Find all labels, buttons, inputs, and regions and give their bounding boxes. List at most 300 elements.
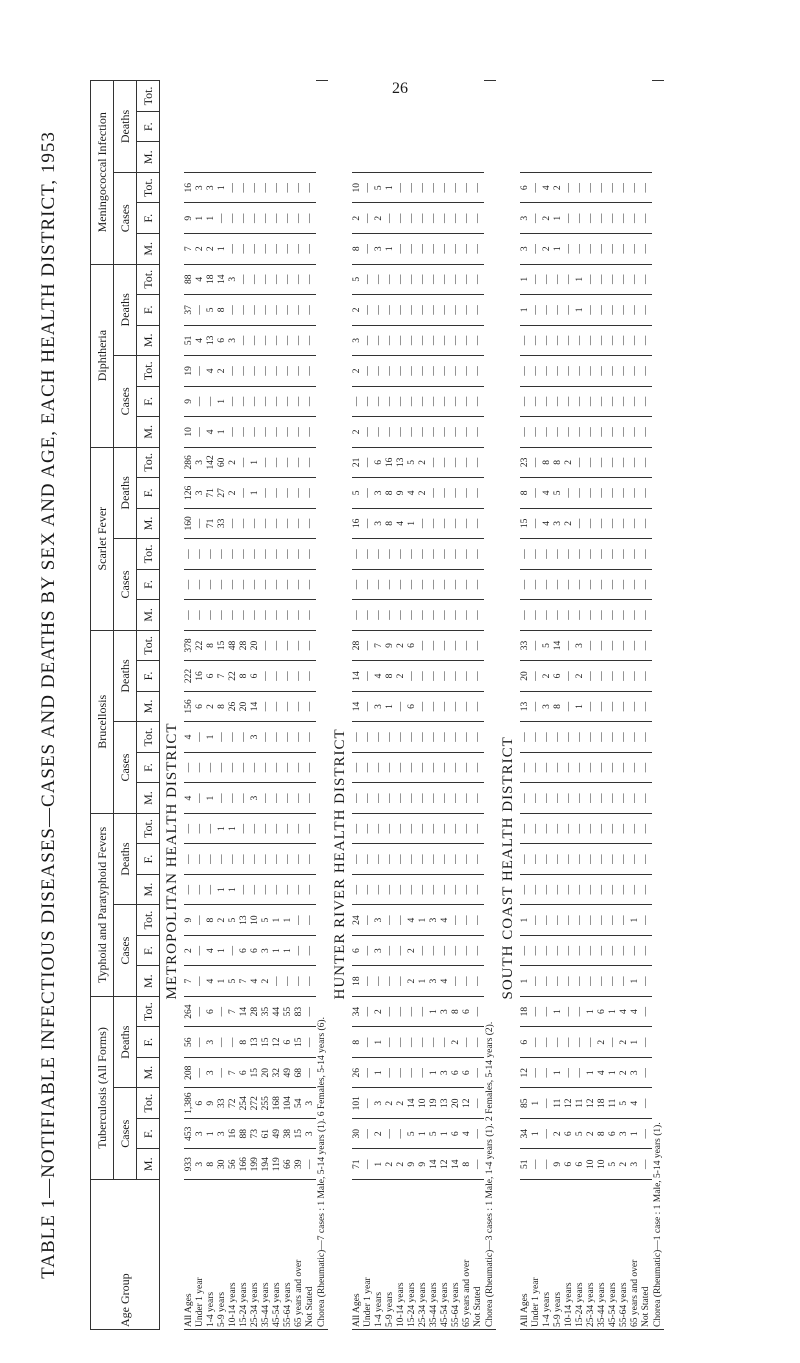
- value-cell: —: [374, 295, 385, 326]
- value-cell: 1: [374, 1057, 385, 1088]
- value-cell: 1: [586, 996, 597, 1027]
- table-row: [272, 81, 283, 1330]
- value-cell: —: [564, 264, 575, 295]
- value-cell: —: [272, 172, 283, 203]
- value-cell: —: [418, 630, 429, 661]
- value-cell: 8: [217, 691, 228, 722]
- value-cell: —: [451, 234, 462, 265]
- value-cell: —: [564, 356, 575, 387]
- value-cell: —: [630, 234, 641, 265]
- value-cell: —: [418, 783, 429, 814]
- value-cell: —: [217, 752, 228, 783]
- value-cell: —: [206, 600, 217, 631]
- value-cell: 14: [250, 691, 261, 722]
- value-cell: —: [374, 264, 385, 295]
- value-cell: —: [418, 569, 429, 600]
- value-cell: 14: [352, 661, 363, 692]
- value-cell: —: [305, 996, 316, 1027]
- value-cell: 4: [440, 966, 451, 997]
- value-cell: 56: [184, 1027, 195, 1058]
- value-cell: —: [542, 356, 553, 387]
- value-cell: —: [305, 447, 316, 478]
- value-cell: —: [429, 356, 440, 387]
- value-cell: —: [396, 539, 407, 570]
- value-cell: —: [586, 783, 597, 814]
- value-cell: 9: [418, 1149, 429, 1180]
- value-cell: 6: [217, 325, 228, 356]
- value-cell: —: [294, 966, 305, 997]
- value-cell: —: [396, 172, 407, 203]
- value-cell: 194: [261, 1149, 272, 1180]
- value-cell: —: [531, 234, 542, 265]
- value-cell: 2: [553, 172, 564, 203]
- value-cell: 4: [630, 996, 641, 1027]
- value-cell: —: [597, 172, 608, 203]
- value-cell: —: [630, 722, 641, 753]
- value-cell: —: [294, 417, 305, 448]
- value-cell: —: [553, 783, 564, 814]
- value-cell: —: [374, 539, 385, 570]
- value-cell: —: [294, 722, 305, 753]
- value-cell: 2: [374, 1118, 385, 1149]
- cases-header: Cases: [114, 356, 137, 448]
- value-cell: 286: [184, 447, 195, 478]
- value-cell: —: [440, 508, 451, 539]
- value-cell: 3: [195, 1149, 206, 1180]
- age-group-cell: 5-9 years: [553, 1180, 564, 1330]
- value-cell: —: [294, 203, 305, 234]
- disease-header: Diphtheria: [91, 264, 114, 447]
- value-cell: —: [250, 569, 261, 600]
- value-cell: —: [363, 844, 374, 875]
- value-cell: —: [473, 752, 484, 783]
- value-cell: 35: [261, 996, 272, 1027]
- age-group-cell: All Ages: [184, 1180, 195, 1330]
- value-cell: —: [396, 600, 407, 631]
- value-cell: —: [228, 172, 239, 203]
- m-header: M.: [137, 508, 160, 539]
- value-cell: 8: [206, 1149, 217, 1180]
- value-cell: 3: [630, 1149, 641, 1180]
- value-cell: 68: [294, 1057, 305, 1088]
- value-cell: —: [586, 569, 597, 600]
- value-cell: —: [261, 661, 272, 692]
- value-cell: 1: [217, 935, 228, 966]
- value-cell: —: [385, 1057, 396, 1088]
- value-cell: 1: [575, 295, 586, 326]
- value-cell: —: [305, 935, 316, 966]
- value-cell: —: [542, 783, 553, 814]
- value-cell: —: [239, 783, 250, 814]
- value-cell: 20: [250, 630, 261, 661]
- value-cell: —: [239, 508, 250, 539]
- value-cell: —: [542, 1088, 553, 1119]
- value-cell: 3: [440, 1057, 451, 1088]
- value-cell: 7: [239, 966, 250, 997]
- value-cell: 254: [239, 1088, 250, 1119]
- value-cell: —: [597, 600, 608, 631]
- value-cell: —: [228, 203, 239, 234]
- value-cell: 1: [429, 1057, 440, 1088]
- value-cell: —: [261, 417, 272, 448]
- value-cell: —: [462, 813, 473, 844]
- value-cell: —: [228, 844, 239, 875]
- value-cell: —: [239, 417, 250, 448]
- value-cell: —: [462, 264, 473, 295]
- value-cell: 18: [352, 966, 363, 997]
- value-cell: —: [385, 935, 396, 966]
- value-cell: 2: [564, 508, 575, 539]
- value-cell: —: [586, 203, 597, 234]
- value-cell: —: [418, 600, 429, 631]
- value-cell: —: [641, 661, 652, 692]
- value-cell: —: [385, 722, 396, 753]
- value-cell: 101: [352, 1088, 363, 1119]
- value-cell: 33: [520, 630, 531, 661]
- value-cell: —: [575, 539, 586, 570]
- value-cell: 2: [542, 234, 553, 265]
- value-cell: —: [440, 539, 451, 570]
- value-cell: —: [462, 417, 473, 448]
- value-cell: —: [619, 844, 630, 875]
- value-cell: —: [586, 386, 597, 417]
- value-cell: —: [473, 630, 484, 661]
- value-cell: —: [597, 447, 608, 478]
- value-cell: —: [261, 264, 272, 295]
- value-cell: 7: [184, 234, 195, 265]
- value-cell: 2: [575, 661, 586, 692]
- value-cell: —: [363, 172, 374, 203]
- value-cell: —: [272, 539, 283, 570]
- value-cell: —: [473, 874, 484, 905]
- deaths-header: Deaths: [114, 81, 137, 173]
- value-cell: —: [261, 478, 272, 509]
- age-group-cell: All Ages: [352, 1180, 363, 1330]
- table-row: [184, 81, 195, 1330]
- value-cell: —: [374, 569, 385, 600]
- value-cell: —: [429, 234, 440, 265]
- value-cell: —: [272, 508, 283, 539]
- value-cell: 2: [396, 1088, 407, 1119]
- value-cell: —: [239, 356, 250, 387]
- value-cell: —: [630, 295, 641, 326]
- age-group-cell: 45-54 years: [272, 1180, 283, 1330]
- value-cell: —: [440, 569, 451, 600]
- value-cell: 4: [374, 661, 385, 692]
- tot-header: Tot.: [137, 264, 160, 295]
- age-group-cell: Under 1 year: [195, 1180, 206, 1330]
- value-cell: —: [564, 630, 575, 661]
- value-cell: —: [407, 569, 418, 600]
- section-heading: METROPOLITAN HEALTH DISTRICT: [163, 722, 180, 1000]
- value-cell: —: [195, 996, 206, 1027]
- value-cell: —: [473, 600, 484, 631]
- value-cell: —: [542, 1057, 553, 1088]
- value-cell: 12: [586, 1088, 597, 1119]
- age-group-header: Age Group: [91, 1180, 160, 1330]
- value-cell: —: [641, 569, 652, 600]
- value-cell: 7: [374, 630, 385, 661]
- value-cell: 12: [272, 1027, 283, 1058]
- value-cell: 27: [217, 478, 228, 509]
- age-group-cell: 10-14 years: [564, 1180, 575, 1330]
- value-cell: —: [239, 234, 250, 265]
- value-cell: 6: [206, 661, 217, 692]
- value-cell: —: [451, 539, 462, 570]
- value-cell: —: [272, 630, 283, 661]
- value-cell: —: [473, 325, 484, 356]
- value-cell: —: [363, 569, 374, 600]
- value-cell: —: [473, 569, 484, 600]
- value-cell: 2: [352, 417, 363, 448]
- value-cell: —: [575, 172, 586, 203]
- age-group-cell: 65 years and over: [294, 1180, 305, 1330]
- value-cell: —: [630, 325, 641, 356]
- value-cell: 1: [520, 966, 531, 997]
- value-cell: —: [608, 813, 619, 844]
- value-cell: —: [418, 172, 429, 203]
- value-cell: 4: [184, 722, 195, 753]
- value-cell: 14: [239, 996, 250, 1027]
- value-cell: —: [564, 844, 575, 875]
- value-cell: 2: [396, 630, 407, 661]
- value-cell: —: [630, 172, 641, 203]
- value-cell: 8: [239, 661, 250, 692]
- value-cell: —: [553, 905, 564, 936]
- value-cell: 13: [250, 1027, 261, 1058]
- value-cell: —: [440, 234, 451, 265]
- value-cell: —: [195, 966, 206, 997]
- value-cell: —: [630, 356, 641, 387]
- tot-header: Tot.: [137, 539, 160, 570]
- value-cell: 14: [352, 691, 363, 722]
- value-cell: —: [195, 783, 206, 814]
- value-cell: —: [363, 1088, 374, 1119]
- value-cell: —: [418, 356, 429, 387]
- value-cell: —: [363, 508, 374, 539]
- value-cell: 10: [597, 1149, 608, 1180]
- value-cell: 24: [352, 905, 363, 936]
- value-cell: 1: [374, 1149, 385, 1180]
- value-cell: —: [195, 569, 206, 600]
- value-cell: —: [261, 295, 272, 326]
- value-cell: 55: [283, 996, 294, 1027]
- value-cell: 2: [228, 447, 239, 478]
- value-cell: —: [217, 996, 228, 1027]
- value-cell: —: [608, 478, 619, 509]
- value-cell: —: [195, 295, 206, 326]
- value-cell: —: [250, 539, 261, 570]
- value-cell: —: [619, 447, 630, 478]
- value-cell: —: [586, 691, 597, 722]
- value-cell: 5: [228, 966, 239, 997]
- value-cell: —: [440, 478, 451, 509]
- value-cell: —: [564, 1027, 575, 1058]
- value-cell: —: [619, 874, 630, 905]
- value-cell: —: [374, 783, 385, 814]
- value-cell: —: [608, 295, 619, 326]
- value-cell: 2: [586, 1118, 597, 1149]
- value-cell: —: [641, 600, 652, 631]
- value-cell: —: [619, 905, 630, 936]
- value-cell: —: [429, 1027, 440, 1058]
- value-cell: —: [462, 752, 473, 783]
- value-cell: —: [239, 539, 250, 570]
- value-cell: —: [250, 386, 261, 417]
- value-cell: —: [597, 783, 608, 814]
- value-cell: —: [283, 874, 294, 905]
- value-cell: 26: [352, 1057, 363, 1088]
- value-cell: —: [440, 661, 451, 692]
- value-cell: 19: [429, 1088, 440, 1119]
- value-cell: —: [418, 1057, 429, 1088]
- disease-header: Tuberculosis (All Forms): [91, 996, 114, 1179]
- value-cell: 1: [520, 264, 531, 295]
- value-cell: 8: [385, 478, 396, 509]
- value-cell: —: [564, 966, 575, 997]
- value-cell: —: [418, 325, 429, 356]
- table-title: TABLE 1—NOTIFIABLE INFECTIOUS DISEASES—CASES AND DEATHS BY SEX AND AGE, EACH HEALTH DISTRICT, 1953: [38, 131, 59, 1279]
- value-cell: —: [429, 417, 440, 448]
- value-cell: 3: [440, 996, 451, 1027]
- value-cell: —: [407, 539, 418, 570]
- value-cell: —: [352, 569, 363, 600]
- value-cell: —: [520, 569, 531, 600]
- value-cell: 44: [272, 996, 283, 1027]
- value-cell: 166: [239, 1149, 250, 1180]
- value-cell: —: [239, 203, 250, 234]
- value-cell: —: [440, 295, 451, 326]
- value-cell: 9: [206, 1088, 217, 1119]
- value-cell: —: [619, 691, 630, 722]
- value-cell: —: [385, 783, 396, 814]
- value-cell: —: [462, 966, 473, 997]
- value-cell: 6: [283, 1027, 294, 1058]
- value-cell: 1: [250, 447, 261, 478]
- value-cell: 3: [228, 325, 239, 356]
- value-cell: —: [451, 905, 462, 936]
- value-cell: —: [294, 447, 305, 478]
- value-cell: 88: [239, 1118, 250, 1149]
- value-cell: —: [531, 203, 542, 234]
- value-cell: —: [429, 813, 440, 844]
- value-cell: 8: [385, 508, 396, 539]
- value-cell: —: [374, 966, 385, 997]
- table-row: [294, 81, 305, 1330]
- value-cell: 12: [440, 1149, 451, 1180]
- value-cell: —: [206, 813, 217, 844]
- value-cell: —: [385, 417, 396, 448]
- value-cell: —: [261, 386, 272, 417]
- value-cell: —: [564, 478, 575, 509]
- value-cell: —: [531, 600, 542, 631]
- value-cell: 11: [553, 1088, 564, 1119]
- f-header: F.: [137, 935, 160, 966]
- value-cell: —: [597, 569, 608, 600]
- age-group-cell: 10-14 years: [396, 1180, 407, 1330]
- value-cell: —: [641, 1118, 652, 1149]
- value-cell: —: [239, 752, 250, 783]
- value-cell: 20: [261, 1057, 272, 1088]
- value-cell: —: [228, 356, 239, 387]
- value-cell: —: [473, 478, 484, 509]
- value-cell: —: [473, 783, 484, 814]
- value-cell: —: [294, 905, 305, 936]
- value-cell: —: [206, 539, 217, 570]
- value-cell: 2: [597, 1027, 608, 1058]
- value-cell: 272: [250, 1088, 261, 1119]
- value-cell: —: [184, 569, 195, 600]
- value-cell: —: [217, 1057, 228, 1088]
- value-cell: —: [440, 752, 451, 783]
- value-cell: 2: [228, 478, 239, 509]
- value-cell: —: [283, 386, 294, 417]
- value-cell: —: [363, 417, 374, 448]
- value-cell: —: [597, 752, 608, 783]
- value-cell: 4: [206, 417, 217, 448]
- value-cell: —: [294, 783, 305, 814]
- value-cell: 51: [184, 325, 195, 356]
- value-cell: —: [451, 600, 462, 631]
- value-cell: 28: [239, 630, 250, 661]
- value-cell: —: [283, 569, 294, 600]
- value-cell: —: [385, 813, 396, 844]
- value-cell: —: [473, 264, 484, 295]
- value-cell: 1: [553, 234, 564, 265]
- value-cell: 1: [283, 935, 294, 966]
- table-row: [440, 81, 451, 1330]
- value-cell: —: [440, 172, 451, 203]
- value-cell: —: [440, 813, 451, 844]
- value-cell: —: [564, 569, 575, 600]
- value-cell: —: [619, 569, 630, 600]
- value-cell: —: [542, 295, 553, 326]
- value-cell: —: [396, 874, 407, 905]
- value-cell: 19: [184, 356, 195, 387]
- age-group-cell: 45-54 years: [608, 1180, 619, 1330]
- value-cell: —: [283, 508, 294, 539]
- value-cell: —: [272, 661, 283, 692]
- value-cell: 6: [407, 691, 418, 722]
- m-header: M.: [137, 966, 160, 997]
- value-cell: —: [396, 417, 407, 448]
- value-cell: 71: [206, 478, 217, 509]
- value-cell: —: [531, 447, 542, 478]
- value-cell: —: [440, 935, 451, 966]
- value-cell: —: [407, 783, 418, 814]
- value-cell: —: [473, 1088, 484, 1119]
- value-cell: —: [418, 996, 429, 1027]
- value-cell: 8: [542, 447, 553, 478]
- value-cell: —: [575, 935, 586, 966]
- value-cell: 3: [261, 935, 272, 966]
- value-cell: —: [641, 996, 652, 1027]
- value-cell: —: [217, 722, 228, 753]
- table-row: [641, 81, 652, 1330]
- value-cell: —: [261, 874, 272, 905]
- value-cell: —: [374, 356, 385, 387]
- value-cell: 3: [195, 478, 206, 509]
- value-cell: 6: [250, 661, 261, 692]
- value-cell: —: [294, 478, 305, 509]
- value-cell: —: [363, 691, 374, 722]
- value-cell: —: [586, 966, 597, 997]
- value-cell: 1: [283, 905, 294, 936]
- age-group-cell: 35-44 years: [597, 1180, 608, 1330]
- value-cell: —: [641, 905, 652, 936]
- value-cell: —: [283, 539, 294, 570]
- value-cell: —: [542, 935, 553, 966]
